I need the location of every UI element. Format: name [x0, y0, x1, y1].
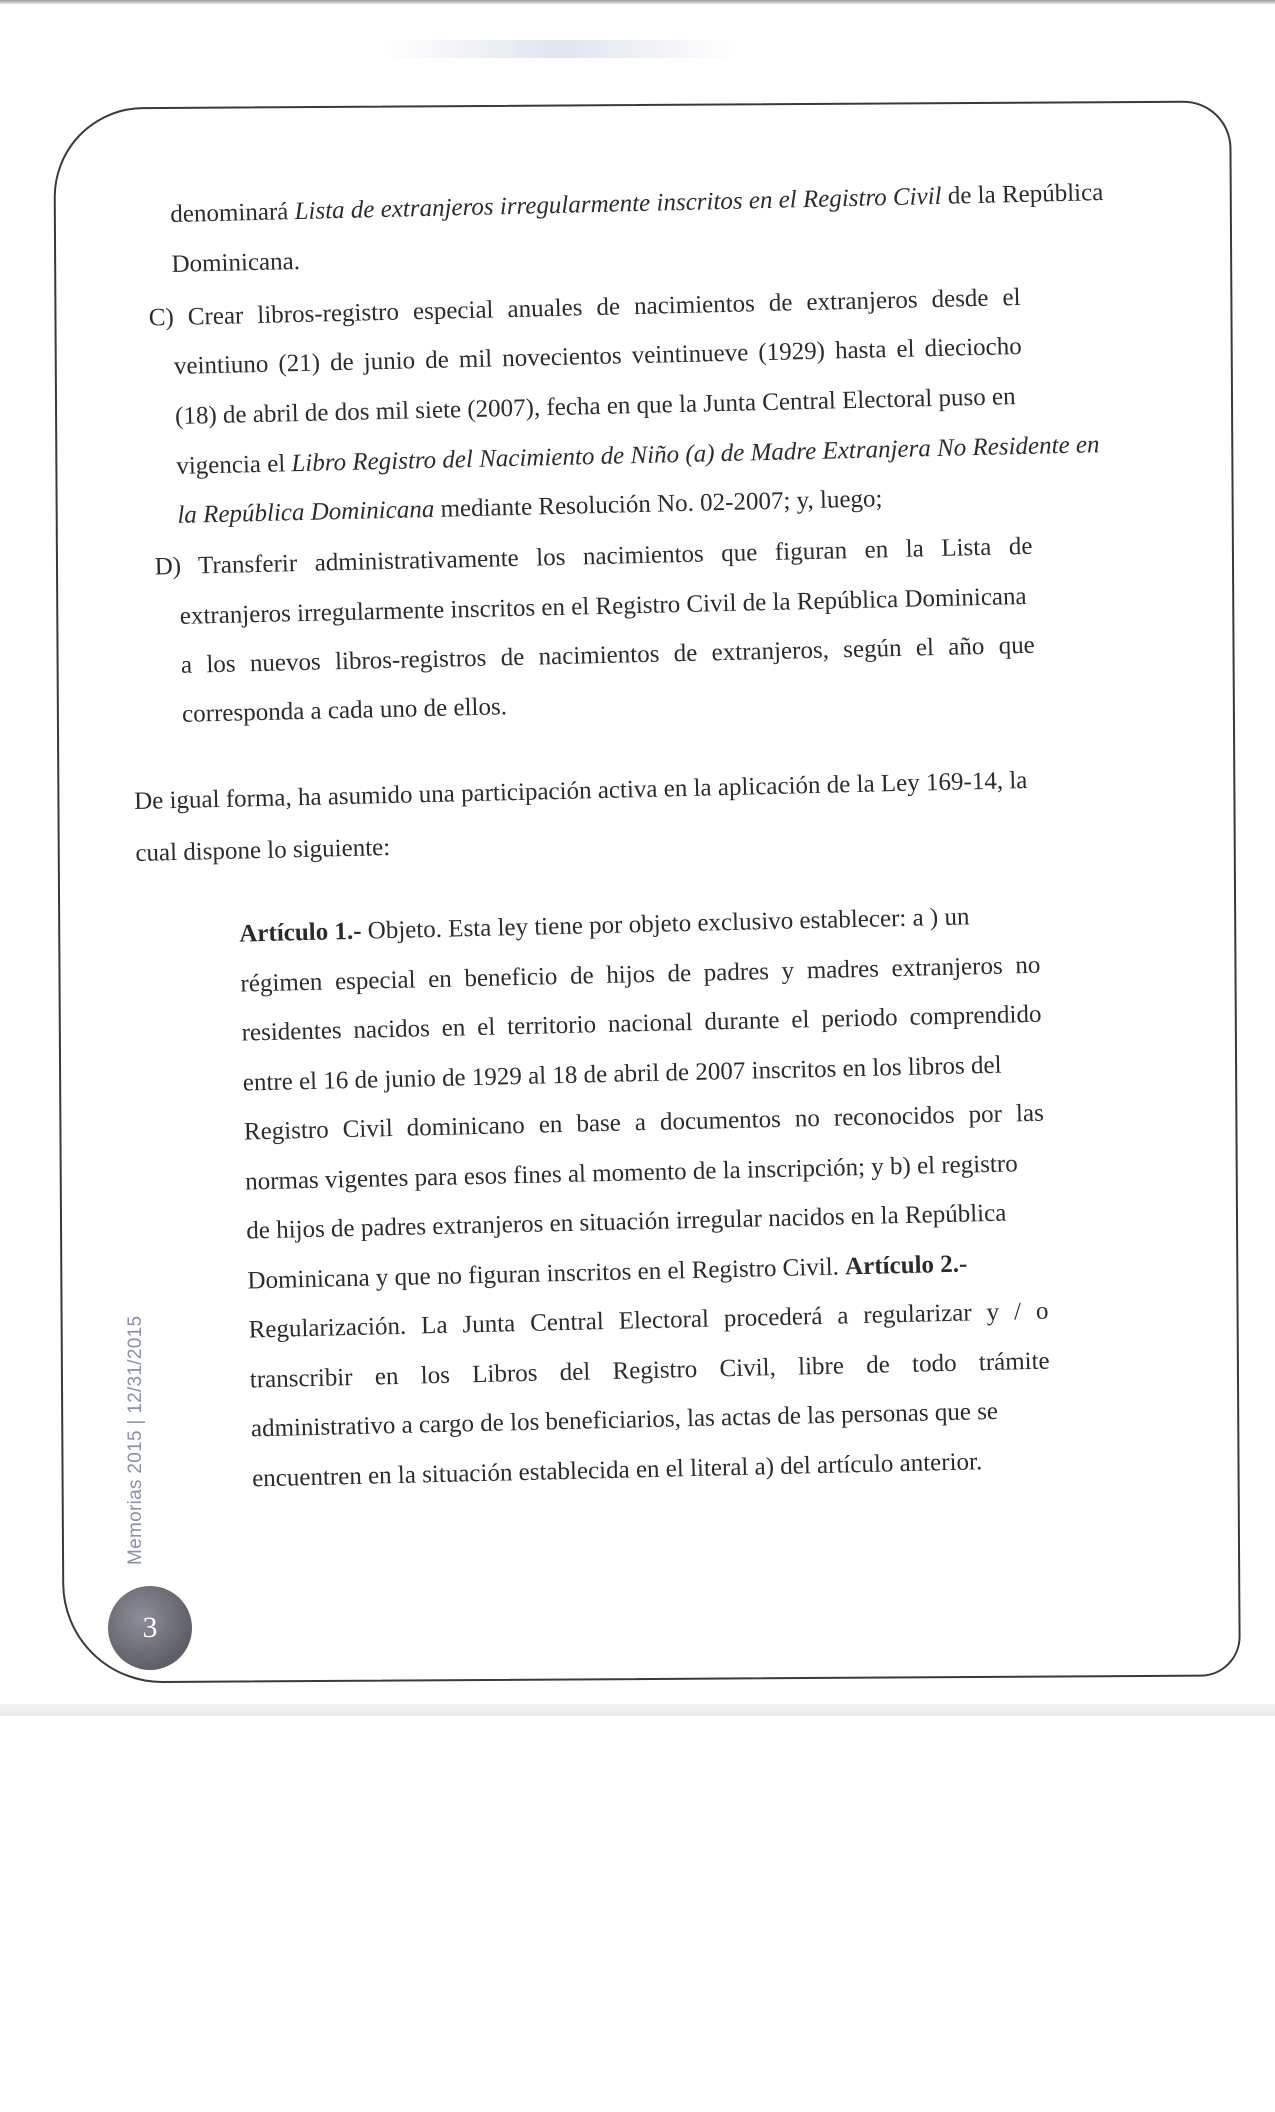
quote-line-9: Regularización. La Junta Central Electoral procederá a regularizar y / o — [248, 1297, 1049, 1344]
text-fragment: Objeto. Esta ley tiene por objeto exclusivo establecer: a ) un — [361, 903, 970, 945]
italic-fragment: la República Dominicana — [177, 495, 435, 529]
quote-line-10: transcribir en los Libros del Registro Civil, libre de todo trámite — [249, 1347, 1050, 1394]
text-fragment: denominará — [170, 198, 295, 228]
side-note: Memorias 2015 | 12/31/2015 — [125, 1315, 146, 1565]
scan-bottom-edge — [0, 1704, 1275, 1716]
scan-smudge — [380, 40, 740, 58]
quote-line-11: administrativo a cargo de los beneficiarios, las actas de las personas que se — [250, 1397, 999, 1443]
list-item-d: D) Transferir administrativamente los nacimientos que figuran en la Lista de — [154, 532, 1033, 581]
text-line-9: extranjeros irregularmente inscritos en el Registro Civil de la República Dominicana — [179, 582, 1027, 630]
article-heading: Artículo 2.- — [844, 1250, 968, 1281]
text-fragment: Dominicana y que no figuran inscritos en el Registro Civil. — [247, 1253, 846, 1295]
text-fragment: mediante Resolución No. 02-2007; y, luego; — [433, 485, 883, 523]
text-line-4: veintiuno (21) de junio de mil novecientos veintinueve (1929) hasta el dieciocho — [173, 332, 1023, 380]
quote-line-6: normas vigentes para esos fines al momento de la inscripción; y b) el registro — [244, 1150, 1018, 1196]
quote-line-5: Registro Civil dominicano en base a documentos no reconocidos por las — [243, 1099, 1045, 1146]
quote-line-3: residentes nacidos en el territorio nacional durante el periodo comprendido — [241, 1000, 1042, 1047]
italic-fragment: Libro Registro del Nacimiento de Niño (a) de Madre Extranjera No Residente en — [291, 431, 1100, 478]
page-frame — [53, 100, 1241, 1683]
list-item-c: C) Crear libros-registro especial anuales de nacimientos de extranjeros desde el — [148, 283, 1021, 332]
text-fragment: vigencia el — [175, 450, 292, 480]
scan-top-edge — [0, 0, 1275, 4]
text-fragment: de la República — [941, 179, 1104, 210]
text-line-10: a los nuevos libros-registros de nacimientos de extranjeros, según el año que — [180, 631, 1036, 679]
page-number-badge: 3 — [108, 1586, 192, 1670]
article-heading: Artículo 1.- — [238, 917, 362, 948]
text-line-11: corresponda a cada uno de ellos. — [181, 693, 508, 728]
paragraph-line-1: De igual forma, ha asumido una participación activa en la aplicación de la Ley 169-14, la — [133, 766, 1028, 816]
text-line-2: Dominicana. — [171, 247, 301, 278]
italic-fragment: Lista de extranjeros irregularmente inscritos en el Registro Civil — [294, 182, 942, 226]
quote-line-2: régimen especial en beneficio de hijos de padres y madres extranjeros no — [240, 951, 1041, 998]
quote-line-4: entre el 16 de junio de 1929 al 18 de abril de 2007 inscritos en los libros del — [242, 1051, 1002, 1097]
quote-line-7: de hijos de padres extranjeros en situación irregular nacidos en la República — [245, 1199, 1007, 1245]
text-line-5: (18) de abril de dos mil siete (2007), fecha en que la Junta Central Electoral puso en — [174, 383, 1016, 430]
quote-line-12: encuentren en la situación establecida en el literal a) del artículo anterior. — [251, 1448, 983, 1493]
paragraph-line-2: cual dispone lo siguiente: — [135, 833, 391, 867]
